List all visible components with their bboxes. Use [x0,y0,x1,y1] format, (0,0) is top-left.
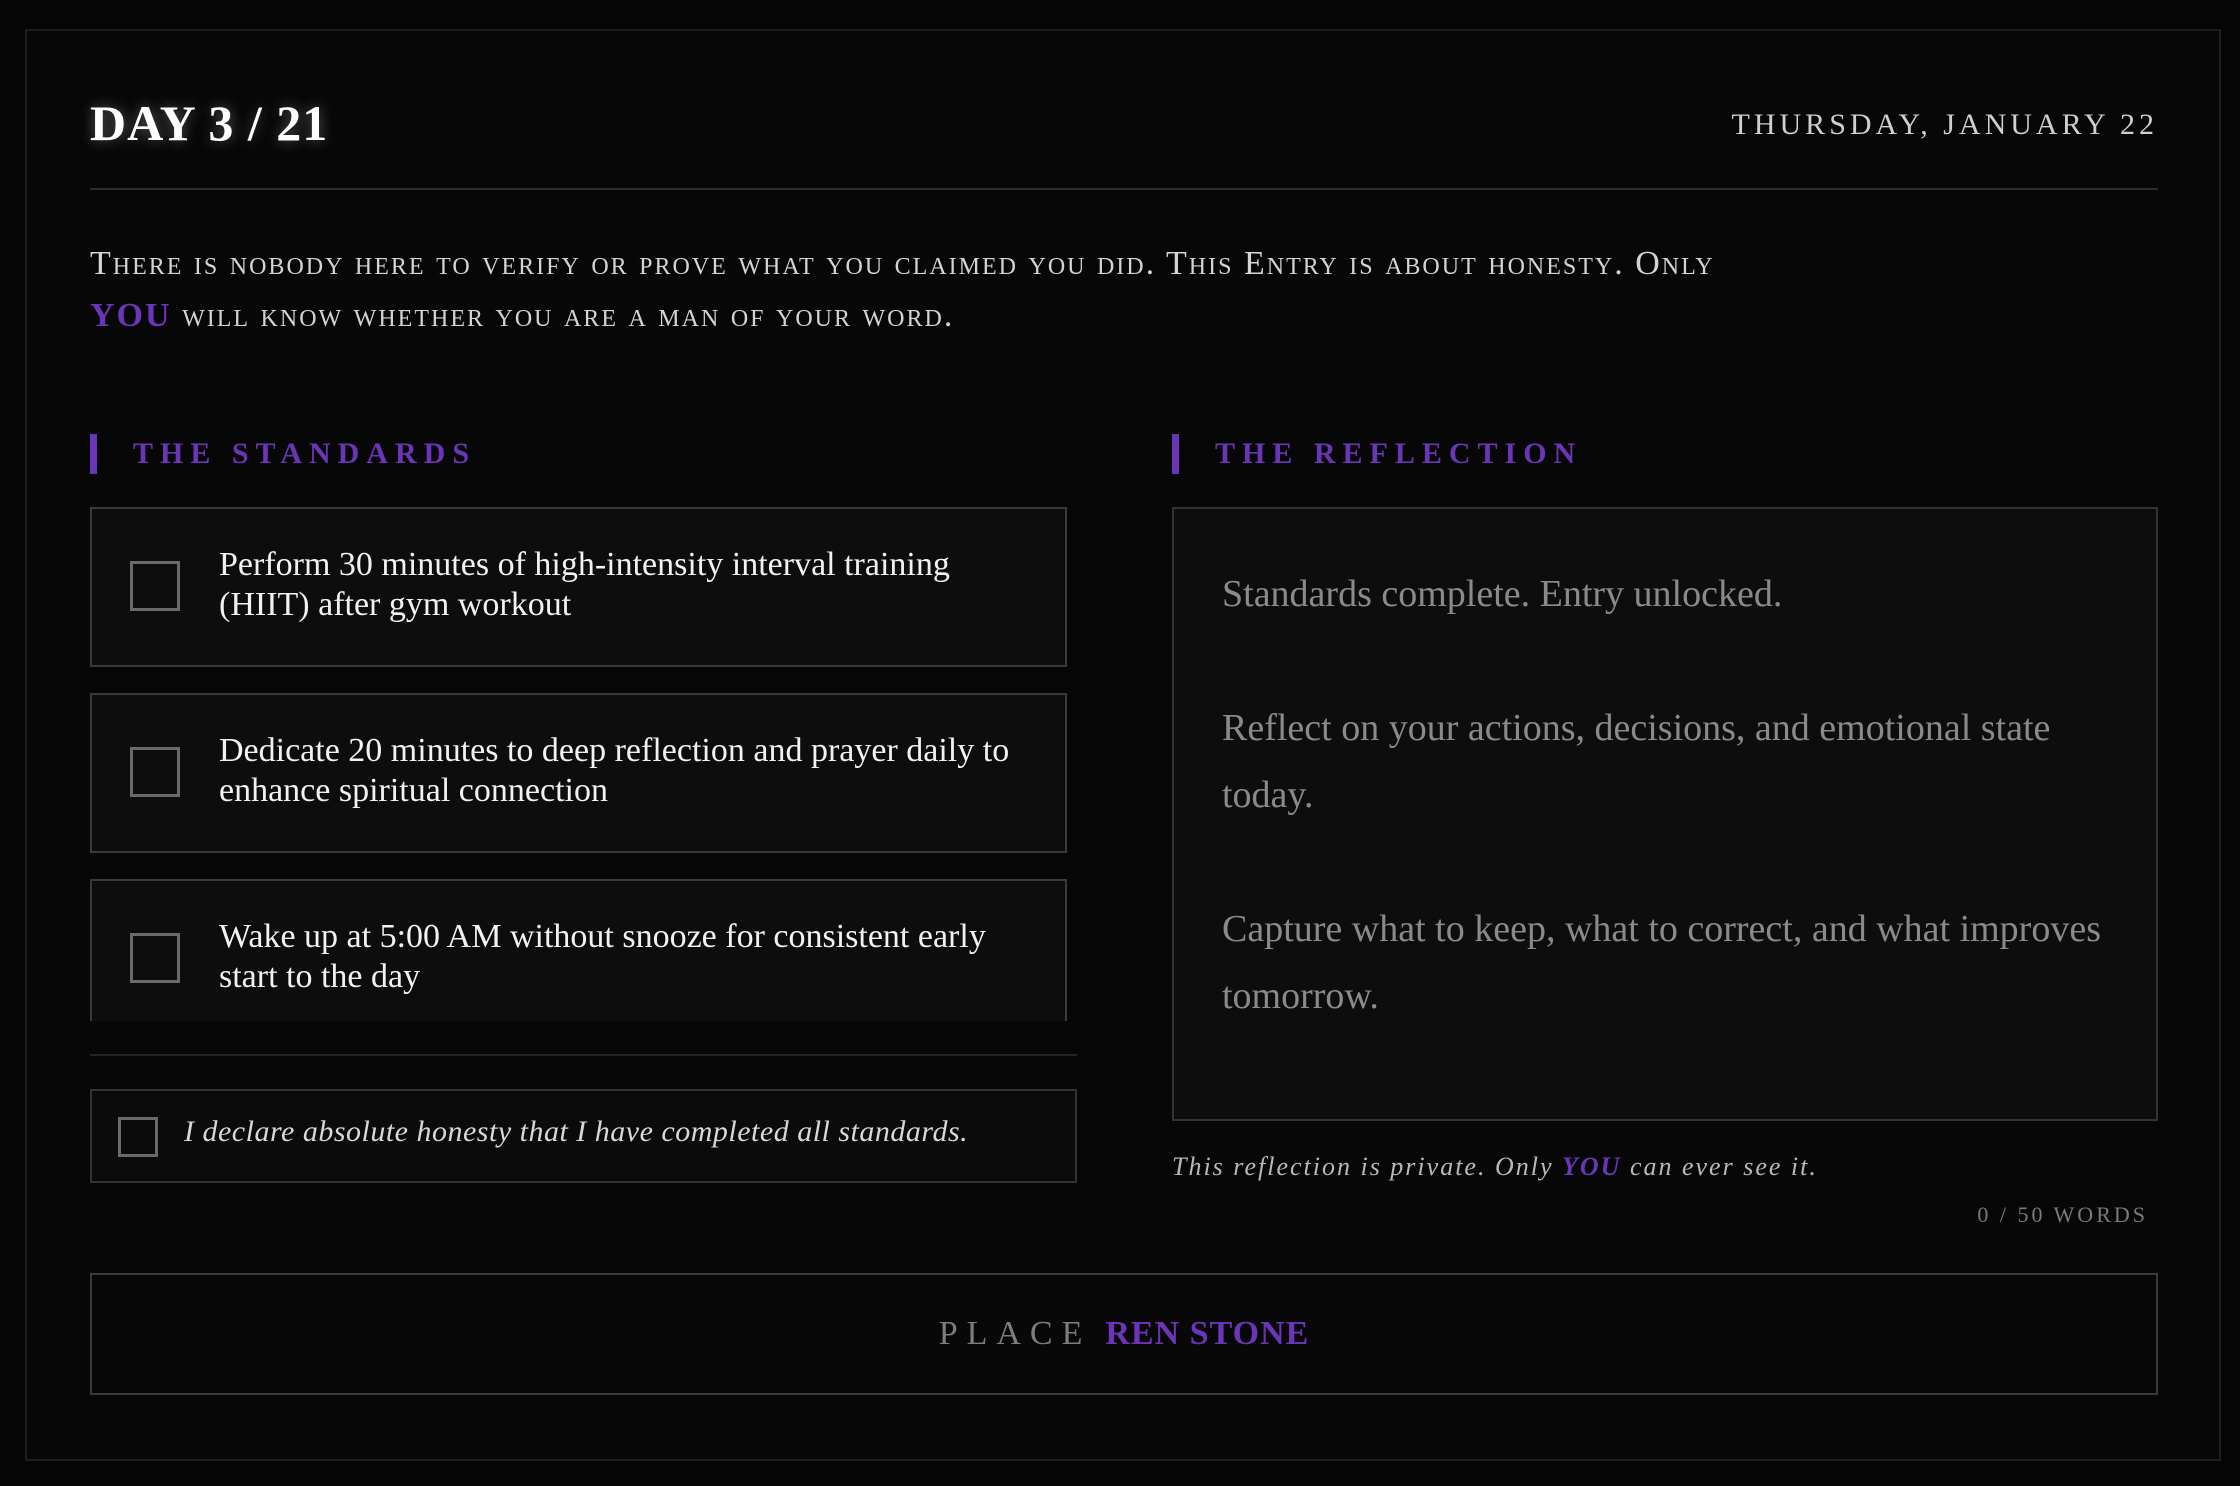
declaration-label: I declare absolute honesty that I have completed all standards. [184,1115,969,1148]
header [90,90,2158,190]
privacy-text-after: can ever see it. [1629,1152,1818,1181]
date-label: THURSDAY, JANUARY 22 [1731,108,2158,141]
word-count: 0 / 50 WORDS [1977,1202,2148,1227]
standard-label: Perform 30 minutes of high-intensity interval training (HIIT) after gym workout [219,546,950,623]
standards-list [90,507,1067,1021]
divider [90,1054,1077,1056]
standard-label: Dedicate 20 minutes to deep reflection and prayer daily to enhance spiritual connection [219,732,1010,809]
day-counter: DAY 3 / 21 [90,95,329,151]
privacy-note [1172,1152,1818,1182]
place-stone-button[interactable] [90,1273,2158,1395]
place-label: PLACE [938,1315,1092,1352]
intro-highlight-you: YOU [90,297,172,334]
standard-checkbox[interactable] [130,933,180,983]
reflection-textarea[interactable] [1172,507,2158,1121]
intro-text-after: will know whether you are a man of your word. [182,297,955,334]
honesty-declaration[interactable] [90,1089,1077,1183]
declaration-checkbox[interactable] [118,1117,158,1157]
privacy-highlight-you: YOU [1562,1152,1622,1181]
privacy-text-before: This reflection is private. Only [1172,1152,1554,1181]
standard-item[interactable] [90,879,1067,1021]
reflection-placeholder: Standards complete. Entry unlocked. Reflect on your actions, decisions, and emotional state today. Capture what to keep, what to correct, and what improves tomorrow. [1222,573,2101,1017]
standard-checkbox[interactable] [130,561,180,611]
standard-label: Wake up at 5:00 AM without snooze for consistent early start to the day [219,918,986,995]
honesty-intro [90,238,2100,342]
standard-checkbox[interactable] [130,747,180,797]
standard-item[interactable] [90,507,1067,667]
stone-name: REN STONE [1105,1315,1310,1352]
standards-heading: THE STANDARDS [90,434,476,474]
reflection-heading: THE REFLECTION [1172,434,1582,474]
standard-item[interactable] [90,693,1067,853]
intro-text-before: There is nobody here to verify or prove what you claimed you did. This Entry is about honesty. Only [90,245,1715,282]
